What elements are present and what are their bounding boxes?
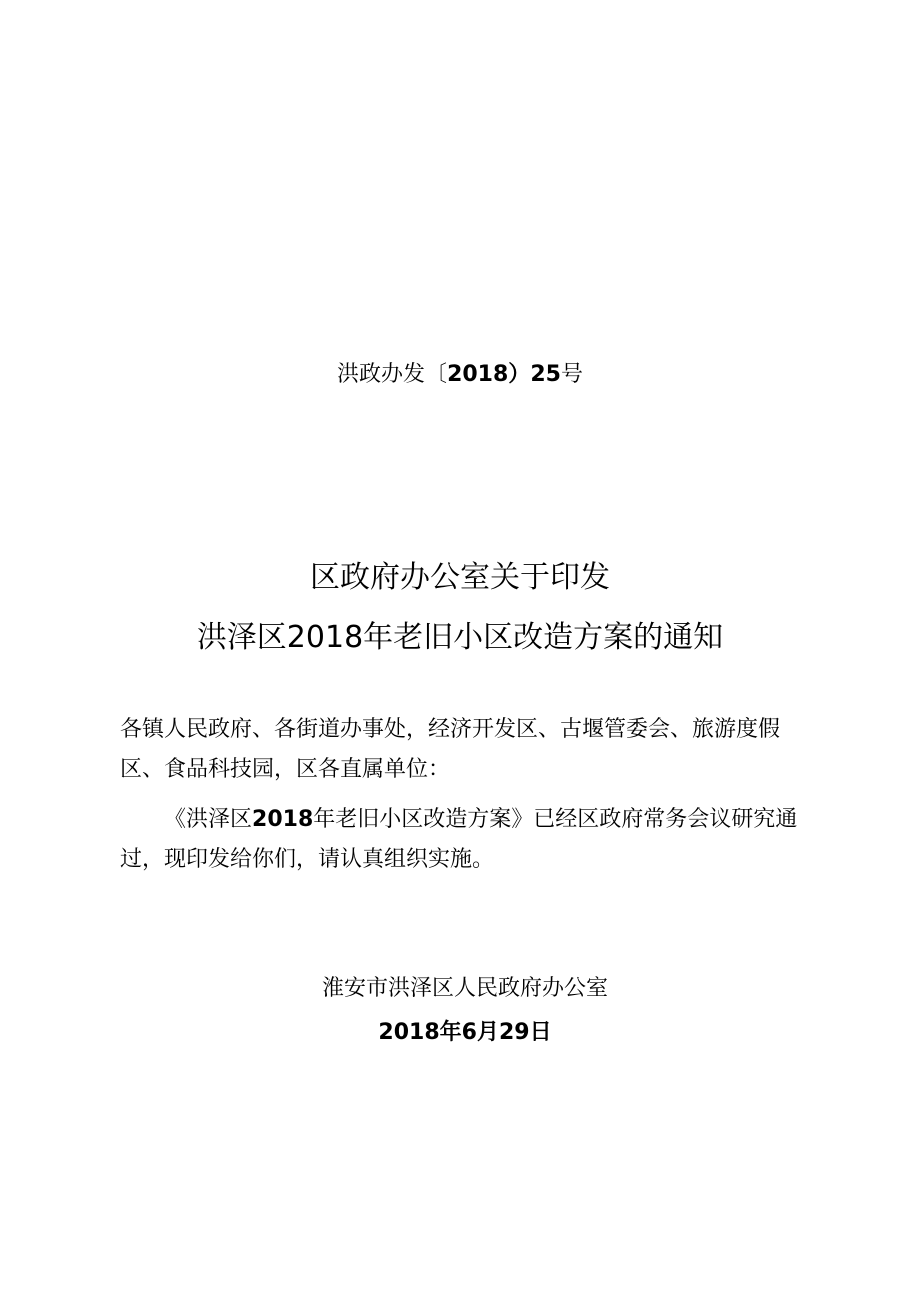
content-year: 2018 [252,807,314,832]
content-part1: 《洪泽区 [164,807,253,832]
doc-number-prefix: 洪政办发〔 [337,362,448,387]
document-title-line1: 区政府办公室关于印发 [310,560,610,595]
doc-number-mid: ） [508,362,531,387]
content-part2: 年老旧小区改造方案》已经区政府常务会议研究通过，现印发给你们，请认真组织实施。 [120,807,798,872]
addressee-paragraph: 各镇人民政府、各街道办事处，经济开发区、古堰管委会、旅游度假区、食品科技园，区各直属单位： [120,717,781,782]
document-number [0,360,920,390]
doc-number-seq: 25 [530,362,561,387]
signature-date: 2018年6月29日 [378,1020,552,1045]
content-paragraph [120,800,800,880]
document-title-line2: 洪泽区2018年老旧小区改造方案的通知 [196,620,724,655]
doc-number-year: 2018 [447,362,509,387]
signature-organization: 淮安市洪泽区人民政府办公室 [321,976,608,1001]
doc-number-suffix: 号 [560,362,583,387]
